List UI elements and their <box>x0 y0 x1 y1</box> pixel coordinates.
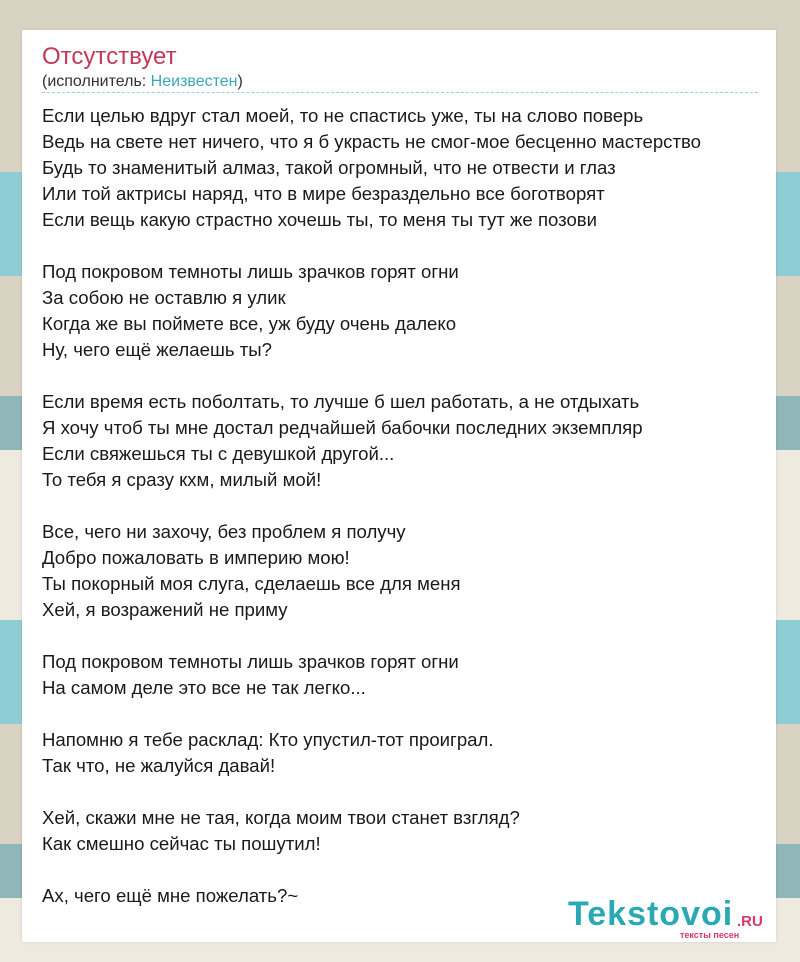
lyric-line: То тебя я сразу кхм, милый мой! <box>42 469 322 490</box>
lyric-line: За собою не оставлю я улик <box>42 287 286 308</box>
lyric-line: Ну, чего ещё желаешь ты? <box>42 339 272 360</box>
lyric-line: Так что, не жалуйся давай! <box>42 755 276 776</box>
title-divider <box>42 92 758 93</box>
stanza <box>42 805 772 857</box>
lyric-line: Если время есть поболтать, то лучше б шел работать, а не отдыхать <box>42 391 640 412</box>
stanza <box>42 389 772 493</box>
lyrics-text <box>42 103 772 909</box>
lyric-line: Если свяжешься ты с девушкой другой... <box>42 443 395 464</box>
tekstovoi-logo[interactable] <box>568 896 778 944</box>
lyric-line: Ты покорный моя слуга, сделаешь все для меня <box>42 573 461 594</box>
stanza <box>42 259 772 363</box>
lyric-line: На самом деле это все не так легко... <box>42 677 366 698</box>
lyrics-card <box>22 30 776 942</box>
lyric-line: Ах, чего ещё мне пожелать?~ <box>42 885 299 906</box>
lyric-line: Под покровом темноты лишь зрачков горят огни <box>42 651 459 672</box>
logo-wordmark: Tekstovoi <box>568 895 734 933</box>
stanza <box>42 103 772 233</box>
lyric-line: Добро пожаловать в империю мою! <box>42 547 350 568</box>
logo-tagline: тексты песен <box>680 930 740 940</box>
logo-domain: .RU <box>737 913 763 930</box>
lyric-line: Ведь на свете нет ничего, что я б украсть не смог-мое бесценно мастерство <box>42 131 701 152</box>
stanza <box>42 649 772 701</box>
stanza <box>42 519 772 623</box>
artist-prefix: (исполнитель: <box>42 73 151 90</box>
lyric-line: Я хочу чтоб ты мне достал редчайшей бабочки последних экземпляр <box>42 417 643 438</box>
lyric-line: Напомню я тебе расклад: Кто упустил-тот проиграл. <box>42 729 494 750</box>
artist-suffix: ) <box>237 73 243 90</box>
lyric-line: Хей, скажи мне не тая, когда моим твои станет взгляд? <box>42 807 520 828</box>
lyric-line: Хей, я возражений не приму <box>42 599 288 620</box>
lyric-line: Когда же вы поймете все, уж буду очень далеко <box>42 313 457 334</box>
lyric-line: Под покровом темноты лишь зрачков горят огни <box>42 261 459 282</box>
lyric-line: Как смешно сейчас ты пошутил! <box>42 833 321 854</box>
song-title: Отсутствует <box>42 43 177 70</box>
lyric-line: Если вещь какую страстно хочешь ты, то меня ты тут же позови <box>42 209 598 230</box>
lyric-line: Будь то знаменитый алмаз, такой огромный, что не отвести и глаз <box>42 157 616 178</box>
lyric-line: Если целью вдруг стал моей, то не спастись уже, ты на слово поверь <box>42 105 644 126</box>
lyric-line: Или той актрисы наряд, что в мире безраздельно все боготворят <box>42 183 605 204</box>
lyric-line: Все, чего ни захочу, без проблем я получу <box>42 521 406 542</box>
stanza <box>42 727 772 779</box>
artist-line <box>42 72 243 92</box>
artist-link[interactable]: Неизвестен <box>150 73 238 90</box>
